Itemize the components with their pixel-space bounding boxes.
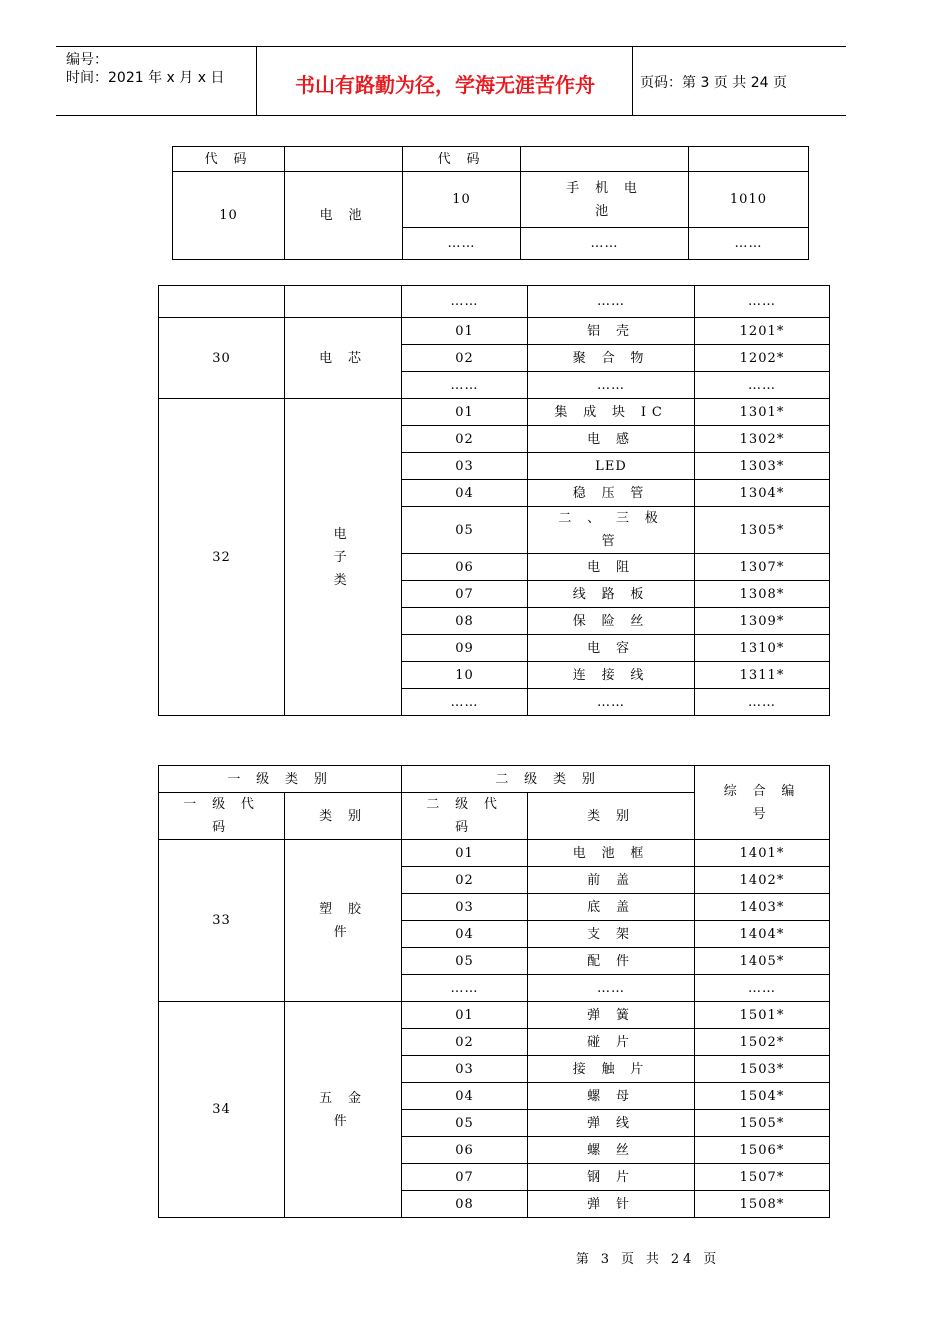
level2-category: …… xyxy=(521,228,689,260)
level2-category: 配 件 xyxy=(528,948,695,975)
code-table-electronics xyxy=(158,285,830,716)
level2-code: 02 xyxy=(402,1029,528,1056)
level2-code: 04 xyxy=(402,921,528,948)
level2-category: 碰 片 xyxy=(528,1029,695,1056)
level1-code: 34 xyxy=(159,1002,285,1218)
level2-code: 06 xyxy=(402,554,528,581)
level2-code: …… xyxy=(402,975,528,1002)
level2-category: 保 险 丝 xyxy=(528,608,695,635)
combined-code: …… xyxy=(695,975,830,1002)
combined-code: 1501* xyxy=(695,1002,830,1029)
level1-code-header: 一 级 代 码 xyxy=(159,793,285,840)
level2-category: …… xyxy=(528,372,695,399)
level2-code: 02 xyxy=(402,867,528,894)
level1-code: 33 xyxy=(159,840,285,1002)
combined-code: 1507* xyxy=(695,1164,830,1191)
table-row xyxy=(159,399,830,426)
level2-category: 电 阻 xyxy=(528,554,695,581)
level2-category: 聚 合 物 xyxy=(528,345,695,372)
combined-code: 1503* xyxy=(695,1056,830,1083)
level2-category: 集 成 块 IC xyxy=(528,399,695,426)
combined-code: 1310* xyxy=(695,635,830,662)
level1-category: 电 池 xyxy=(285,172,403,260)
combined-code: …… xyxy=(695,689,830,716)
code-table-parts xyxy=(158,765,830,1218)
level2-category: 支 架 xyxy=(528,921,695,948)
level2-category: 电 感 xyxy=(528,426,695,453)
table-row xyxy=(159,318,830,345)
level2-category: 钢 片 xyxy=(528,1164,695,1191)
level1-code: 10 xyxy=(173,172,285,260)
header-divider xyxy=(632,47,633,115)
level1-category: 电 子 类 xyxy=(285,399,402,716)
combined-code-header: 综 合 编 号 xyxy=(695,766,830,840)
header-info xyxy=(66,51,224,87)
header-motto: 书山有路勤为径，学海无涯苦作舟 xyxy=(295,73,595,97)
header-cell xyxy=(521,147,689,172)
header-cell: 代 码 xyxy=(403,147,521,172)
level2-code: 04 xyxy=(402,480,528,507)
level2-category: 弹 针 xyxy=(528,1191,695,1218)
level2-category: 底 盖 xyxy=(528,894,695,921)
table-row xyxy=(159,286,830,318)
table-header-row xyxy=(159,766,830,793)
combined-code: …… xyxy=(695,372,830,399)
combined-code: 1508* xyxy=(695,1191,830,1218)
level2-category: 前 盖 xyxy=(528,867,695,894)
combined-code: 1303* xyxy=(695,453,830,480)
combined-code: 1401* xyxy=(695,840,830,867)
combined-code: 1403* xyxy=(695,894,830,921)
level2-category: 连 接 线 xyxy=(528,662,695,689)
level1-category: 五 金 件 xyxy=(285,1002,402,1218)
combined-code: 1309* xyxy=(695,608,830,635)
combined-code: 1506* xyxy=(695,1137,830,1164)
level2-code-header: 二 级 代 码 xyxy=(402,793,528,840)
level2-category: 二 、 三 极 管 xyxy=(528,507,695,554)
level2-code: 04 xyxy=(402,1083,528,1110)
page-footer: 第 3 页 共 24 页 xyxy=(575,1252,721,1267)
level1-category: 电 芯 xyxy=(285,318,402,399)
combined-code: 1202* xyxy=(695,345,830,372)
code-table-battery xyxy=(172,146,809,260)
combined-code: 1311* xyxy=(695,662,830,689)
level2-code: 03 xyxy=(402,453,528,480)
level2-category: …… xyxy=(528,286,695,318)
header-number: 编号： xyxy=(66,52,108,68)
level2-category: 弹 线 xyxy=(528,1110,695,1137)
level2-code: …… xyxy=(402,286,528,318)
combined-code: …… xyxy=(695,286,830,318)
level2-code: 08 xyxy=(402,1191,528,1218)
level2-code: 02 xyxy=(402,345,528,372)
level2-category: …… xyxy=(528,689,695,716)
combined-code: 1302* xyxy=(695,426,830,453)
level2-code: 09 xyxy=(402,635,528,662)
table-row xyxy=(173,172,809,228)
level2-category: …… xyxy=(528,975,695,1002)
level2-category: 稳 压 管 xyxy=(528,480,695,507)
level2-code: …… xyxy=(402,689,528,716)
level2-category: LED xyxy=(528,453,695,480)
combined-code: 1404* xyxy=(695,921,830,948)
level2-code: 10 xyxy=(402,662,528,689)
level2-category: 弹 簧 xyxy=(528,1002,695,1029)
level2-code: 01 xyxy=(402,1002,528,1029)
level2-code: 03 xyxy=(402,1056,528,1083)
level2-code: …… xyxy=(403,228,521,260)
combined-code: …… xyxy=(689,228,809,260)
level2-code: 02 xyxy=(402,426,528,453)
level1-code: 30 xyxy=(159,318,285,399)
level2-category: 接 触 片 xyxy=(528,1056,695,1083)
combined-code: 1304* xyxy=(695,480,830,507)
combined-code: 1405* xyxy=(695,948,830,975)
level2-code: 01 xyxy=(402,399,528,426)
header-divider xyxy=(256,47,257,115)
level2-category: 铝 壳 xyxy=(528,318,695,345)
level2-header: 二 级 类 别 xyxy=(402,766,695,793)
level2-code: 05 xyxy=(402,507,528,554)
level1-category: 塑 胶 件 xyxy=(285,840,402,1002)
level2-code: 03 xyxy=(402,894,528,921)
level2-code: 05 xyxy=(402,1110,528,1137)
level2-category-header: 类 别 xyxy=(528,793,695,840)
level2-code: 10 xyxy=(403,172,521,228)
combined-code: 1305* xyxy=(695,507,830,554)
level2-category: 电 容 xyxy=(528,635,695,662)
table-row xyxy=(159,840,830,867)
level2-category: 螺 丝 xyxy=(528,1137,695,1164)
table-header-row xyxy=(173,147,809,172)
combined-code: 1010 xyxy=(689,172,809,228)
header-time: 时间：2021 年 x 月 x 日 xyxy=(66,70,225,86)
level2-category: 线 路 板 xyxy=(528,581,695,608)
combined-code: 1402* xyxy=(695,867,830,894)
level2-code: …… xyxy=(402,372,528,399)
combined-code: 1301* xyxy=(695,399,830,426)
header-cell xyxy=(689,147,809,172)
table-row xyxy=(159,1002,830,1029)
header-cell xyxy=(285,147,403,172)
level2-code: 05 xyxy=(402,948,528,975)
combined-code: 1307* xyxy=(695,554,830,581)
header-cell: 代 码 xyxy=(173,147,285,172)
blank-cell xyxy=(159,286,285,318)
level1-code: 32 xyxy=(159,399,285,716)
blank-cell xyxy=(285,286,402,318)
header-page-label: 页码：第 3 页 共 24 页 xyxy=(640,75,787,91)
level1-category-header: 类 别 xyxy=(285,793,402,840)
level2-code: 01 xyxy=(402,840,528,867)
combined-code: 1505* xyxy=(695,1110,830,1137)
combined-code: 1504* xyxy=(695,1083,830,1110)
combined-code: 1308* xyxy=(695,581,830,608)
level2-code: 01 xyxy=(402,318,528,345)
level2-code: 08 xyxy=(402,608,528,635)
level2-category: 电 池 框 xyxy=(528,840,695,867)
combined-code: 1502* xyxy=(695,1029,830,1056)
level2-category: 手 机 电 池 xyxy=(521,172,689,228)
level2-code: 07 xyxy=(402,1164,528,1191)
page-header xyxy=(56,46,846,116)
level2-category: 螺 母 xyxy=(528,1083,695,1110)
level1-header: 一 级 类 别 xyxy=(159,766,402,793)
level2-code: 06 xyxy=(402,1137,528,1164)
level2-code: 07 xyxy=(402,581,528,608)
combined-code: 1201* xyxy=(695,318,830,345)
